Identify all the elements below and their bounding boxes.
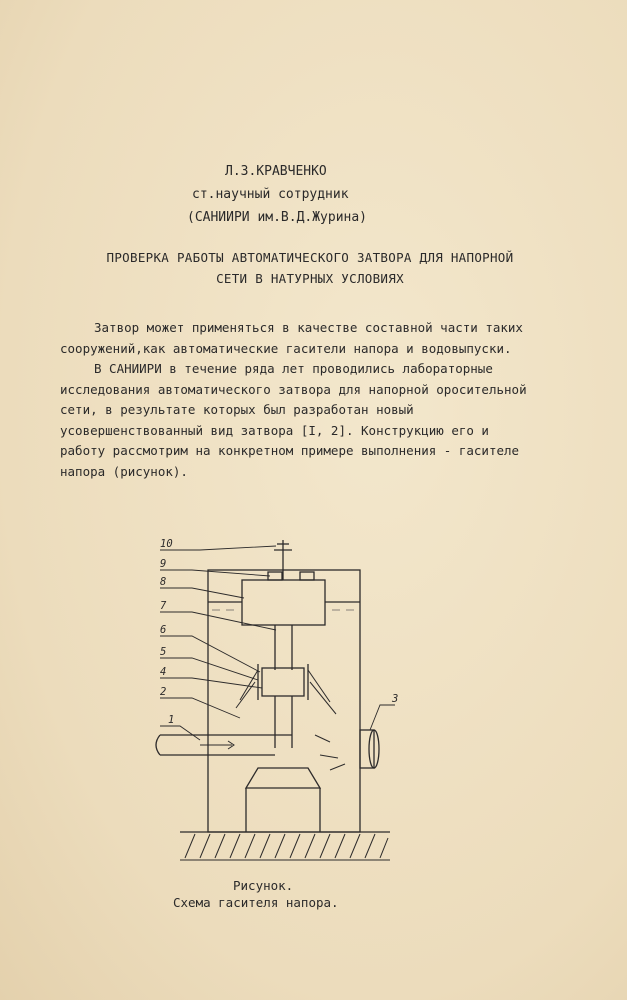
figure-label-7: 7 <box>160 600 167 612</box>
housing <box>208 570 360 832</box>
figure-label-1: 1 <box>168 714 175 726</box>
title-line-1: ПРОВЕРКА РАБОТЫ АВТОМАТИЧЕСКОГО ЗАТВОРА ДЛЯ НАПОРНОЙ <box>106 250 514 265</box>
figure-label-2: 2 <box>160 686 167 698</box>
figure-label-3: 3 <box>392 693 399 705</box>
paragraph-2: В САНИИРИ в течение ряда лет проводились лабораторные исследования автоматического затвора для напорной оросительной сети, в результате которых был разработан новый усовершенствованный вид затвора [I, 2]. Конструкцию его и работу рассмотрим на конкретном примере выполнения - гасителе напора (рисунок). <box>60 361 527 479</box>
figure-label-9: 9 <box>160 558 167 570</box>
paper-title <box>60 247 560 289</box>
caption-title: Рисунок. <box>233 878 294 893</box>
caption-text: Схема гасителя напора. <box>173 895 339 910</box>
body-text <box>60 318 540 482</box>
author-position: ст.научный сотрудник <box>192 187 349 202</box>
float-cap-left <box>268 572 282 580</box>
ground-hatch <box>180 834 390 860</box>
outlet-pipe <box>360 730 374 768</box>
float-cap-right <box>300 572 314 580</box>
support <box>246 768 320 788</box>
figure-label-6: 6 <box>160 624 167 636</box>
valve-body <box>262 668 304 696</box>
paragraph-1: Затвор может применяться в качестве составной части таких сооружений,как автоматические гасители напора и водовыпуски. <box>60 320 523 356</box>
figure-label-10: 10 <box>160 538 173 550</box>
author-affiliation: (САНИИРИ им.В.Д.Журина) <box>187 210 368 225</box>
figure-label-5: 5 <box>160 646 167 658</box>
author-name: Л.З.КРАВЧЕНКО <box>225 164 327 179</box>
figure-label-4: 4 <box>160 666 167 678</box>
title-line-2: СЕТИ В НАТУРНЫХ УСЛОВИЯХ <box>216 271 404 286</box>
float <box>242 580 325 625</box>
figure-diagram <box>140 530 440 875</box>
figure-label-8: 8 <box>160 576 167 588</box>
